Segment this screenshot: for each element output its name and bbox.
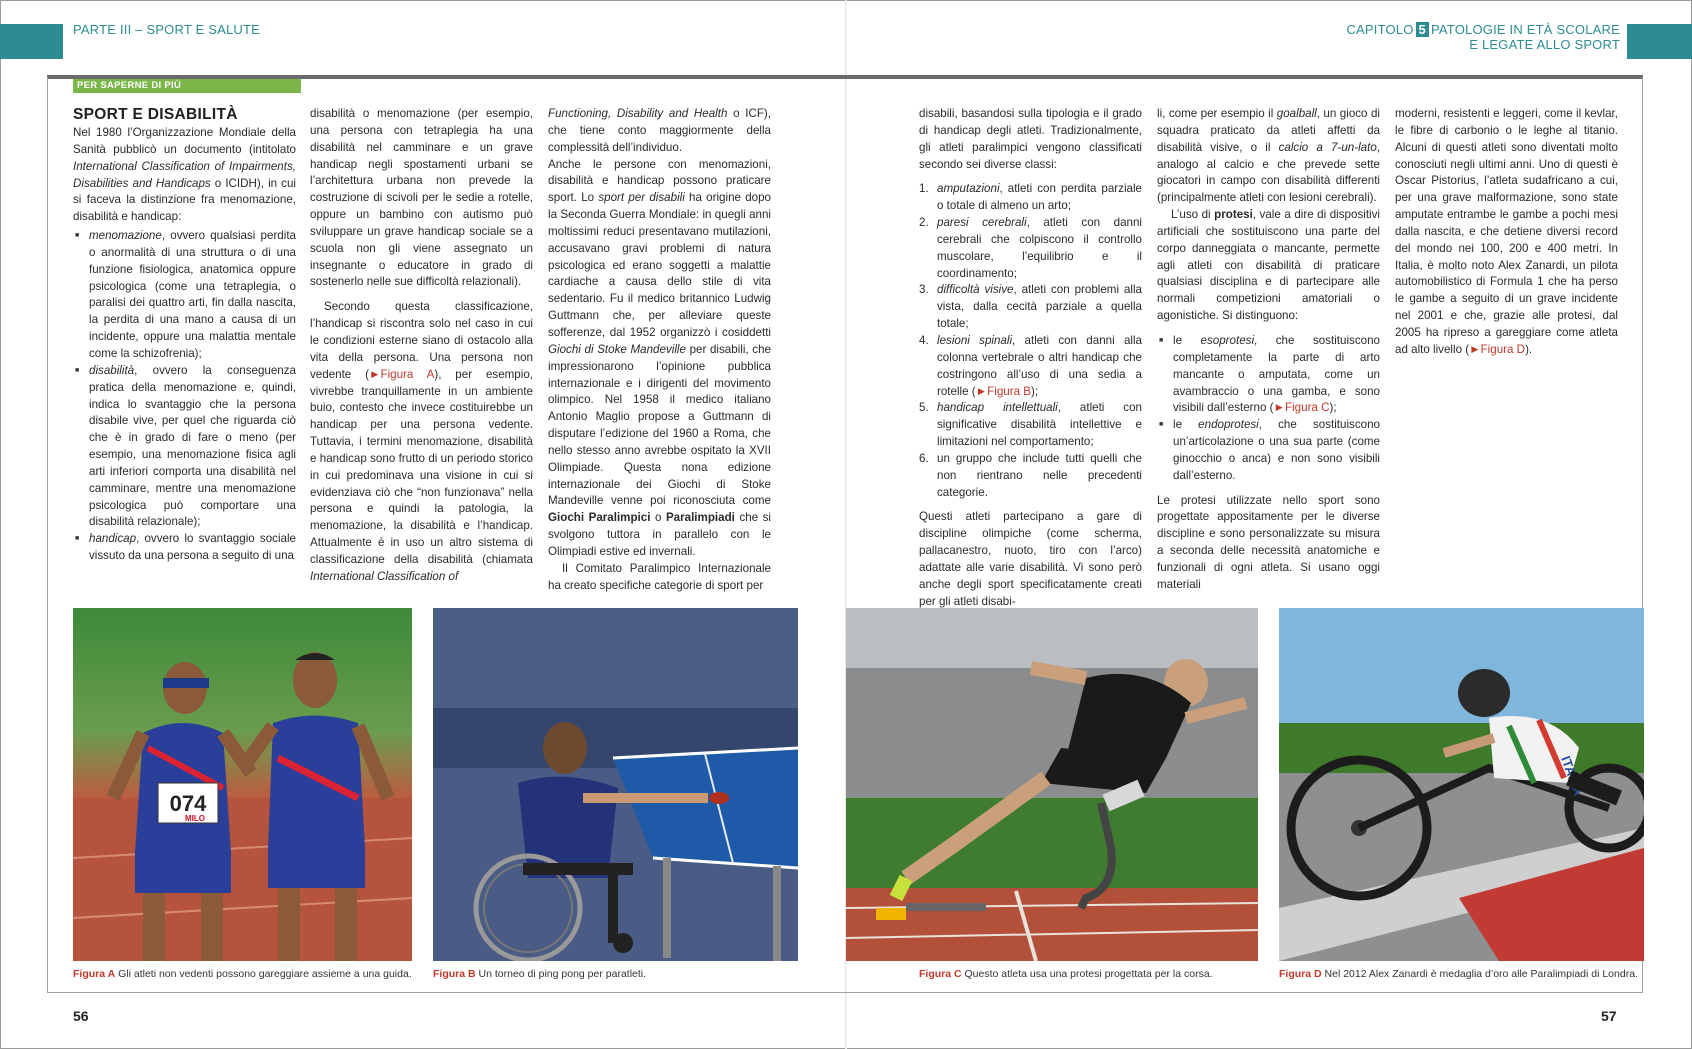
running-header-part: PARTE III – SPORT E SALUTE [73,22,261,37]
classification-list [919,181,1142,501]
text-column-5 [1157,106,1380,594]
figure-a-caption: Figura A Gli atleti non vedenti possono gareggiare assieme a una guida. [73,968,412,980]
figure-c-photo [846,608,1258,961]
figure-d-caption: Figura D Nel 2012 Alex Zanardi è medaglia d’oro alle Paralimpiadi di Londra. [1279,968,1638,980]
figure-reference[interactable]: Figura D [1480,342,1526,356]
list-item: 3. difficoltà visive, atleti con problemi alla vista, dalla cecità parziale a quella totale; [919,283,1142,331]
paragraph: moderni, resistenti e leggeri, come il kevlar, le fibre di carbonio o le leghe al titanio. Alcuni di questi atleti sono diventati molto conosciuti negli ultimi anni. Uno di questi è Oscar Pistorius, l’atleta sudafricano a cui, per una grave malformazione, sono state amputate entrambe le gambe a pochi mesi dalla nascita, e che detiene diversi record del mondo nei 100, 200 e 400 metri. In Italia, è molto noto Alex Zanardi, un pilota automobilistico di Formula 1 che ha perso le gambe a seguito di un grave incidente nel 2001 e che, grazie alle protesi, dal 2005 ha ripreso a gareggiare come atleta ad alto livello (►Figura D). [1395,107,1618,356]
list-item: ■ menomazione, ovvero qualsiasi perdita o anormalità di una struttura o di una funzione fisiologica, anatomica oppure psicologica (come una tetraplegia, o paralisi dei quattro arti, fin dalla nascita, la perdita di una mano a causa di un incidente, oppure una malattia mentale come la schizofrenia); [73,228,296,363]
text-column-3 [548,106,771,594]
text-column-1 [73,106,296,565]
article-title: SPORT E DISABILITÀ [73,106,238,123]
figure-a-bib-number: 074 [169,791,207,816]
paragraph: Functioning, Disability and Health o ICF), che tiene conto maggiormente della complessità dell’individuo. [548,107,771,154]
figure-d-photo [1279,608,1644,961]
chapter-number-badge: 5 [1416,22,1429,37]
figure-c-caption: Figura C Questo atleta usa una protesi progettata per la corsa. [919,968,1213,980]
list-item: ■ handicap, ovvero lo svantaggio sociale vissuto da una persona a seguito di una [73,531,296,565]
header-teal-tab-right [1627,24,1692,59]
paragraph: Questi atleti partecipano a gare di discipline olimpiche (come scherma, pallacanestro, nuoto, tiro con l’arco) adattate alle varie disabilità. Vi sono però anche degli sport specificatamente creati per gli atleti disabi- [919,510,1142,608]
paragraph: L’uso di protesi, vale a dire di dispositivi artificiali che sostituiscono una parte del corpo danneggiata o mancante, permette agli atleti con disabilità di praticare qualsiasi disciplina e di partecipare alle normali competizioni amatoriali o agonistiche. Si distinguono: [1157,208,1380,323]
header-teal-tab-left [0,24,63,59]
prosthesis-list [1157,333,1380,485]
feature-box-label: PER SAPERNE DI PIÙ [73,79,301,93]
text-column-4 [919,106,1142,610]
definition-list [73,228,296,565]
paragraph: Anche le persone con menomazioni, disabilità e handicap possono praticare sport. Lo sport per disabili ha origine dopo la Seconda Guerra Mondiale: in quegli anni moltissimi reduci presentavano mutilazioni, accusavano gravi problemi di natura psicologica ed erano soggetti a malattie cardiache a causa dello stile di vita sedentario. Fu il medico britannico Ludwig Guttmann che, per alleviare queste sofferenze, dal 1952 organizzò i cosiddetti Giochi di Stoke Mandeville per disabili, che impressionarono l’opinione pubblica internazionale e i dirigenti del movimento olimpico. Nel 1958 il medico italiano Antonio Maglio propose a Guttmann di disputare l’edizione del 1960 a Roma, che nello stesso anno avrebbe ospitato la XVII Olimpiade. Questa nona edizione internazionale dei Giochi di Stoke Mandeville venne poi riconosciuta come Giochi Paralimpici o Paralimpiadi che si svolgono tuttora in parallelo con le Olimpiadi estive ed invernali. [548,157,772,558]
chapter-title-line-1: PATOLOGIE IN ETÀ SCOLARE [1430,22,1620,37]
chapter-title-line-2: E LEGATE ALLO SPORT [1469,37,1620,52]
figure-reference[interactable]: Figura B [987,384,1031,398]
figure-b-caption: Figura B Un torneo di ping pong per paratleti. [433,968,647,980]
figure-a-bib-sponsor: MILO [185,814,205,823]
paragraph: li, come per esempio il goalball, un gioco di squadra praticato da atleti affetti da disabilità visive, o il calcio a 7-un-lato, analogo al calcio e che prevede sette giocatori in campo con disabilità differenti (principalmente atleti con lesioni cerebrali). [1157,107,1381,205]
paragraph: Il Comitato Paralimpico Internazionale ha creato specifiche categorie di sport per [548,561,771,592]
paragraph: disabilità o menomazione (per esempio, una persona con tetraplegia ha una disabilità nel camminare e un grave handicap negli spostamenti urbani se l’architettura urbana non prevede la costruzione di scivoli per le sedie a rotelle, oppure un bambino con autismo può sviluppare un grave handicap sociale se a scuola non gli viene assegnato un insegnante o educatore in grado di sostenerlo nelle sue difficoltà relazionali). [310,107,533,289]
list-item: ■ le esoprotesi, che sostituiscono completamente la parte di arto mancante o amputata, come un avambraccio o una gamba, e sono visibili dall’esterno (►Figura C); [1157,333,1380,417]
list-item: 4. lesioni spinali, atleti con danni alla colonna vertebrale o altri handicap che costringono all’uso di una sedia a rotelle (►Figura B); [919,333,1142,398]
list-item: 5. handicap intellettuali, atleti con significative disabilità intellettive e limitazioni nel comportamento; [919,401,1142,449]
figure-b-photo [433,608,798,961]
figure-reference[interactable]: Figura C [1285,401,1330,415]
figure-a-photo [73,608,412,961]
paragraph: Le protesi utilizzate nello sport sono progettate appositamente per le diverse discipline e sono personalizzate su misura a seconda delle necessità anatomiche e funzionali di ogni atleta. Si usano oggi materiali [1157,493,1380,591]
page-number-right: 57 [1601,1008,1617,1024]
list-item: 2. paresi cerebrali, atleti con danni cerebrali che colpiscono il controllo muscolare, l’equilibrio e il coordinamento; [919,216,1143,280]
list-item: 6. un gruppo che include tutti quelli che non rientrano nelle precedenti categorie. [919,451,1142,499]
page-number-left: 56 [73,1008,89,1024]
text-column-6 [1395,106,1618,359]
text-column-2 [310,106,533,586]
list-item: 1. amputazioni, atleti con perdita parziale o totale di almeno un arto; [919,182,1142,213]
paragraph: Secondo questa classificazione, l’handicap si riscontra solo nel caso in cui le condizioni esterne siano di ostacolo alla vita della persona. Una persona non vedente (►Figura A), per esempio, vivrebbe tranquillamente in un ambiente buio, contesto che invece costituirebbe un handicap per una persona vedente. Tuttavia, i termini menomazione, disabilità e handicap sono frutto di un periodo storico in cui predominava una visione in cui si evidenziava ciò che “non funzionava” nella persona e quindi la patologia, la menomazione, la disabilità e l’handicap. Attualmente è in uso un altro sistema di classificazione della disabilità (chiamata International Classification of [310,300,533,583]
list-item: ■ disabilità, ovvero la conseguenza pratica della menomazione e, quindi, indica lo svantaggio che la persona disabile vive, per quel che riguarda ciò che è in grado di fare o meno (per esempio, una menomazione fisica agli arti inferiori comporta una disabilità nel camminare, mentre una menomazione psicologica può comportare una disabilità relazionale); [73,363,296,531]
paragraph: disabili, basandosi sulla tipologia e il grado di handicap degli atleti. Tradizionalmente, gli atleti paralimpici vengono classificati secondo sei diverse classi: [919,107,1142,171]
figure-reference[interactable]: Figura A [380,367,435,381]
list-item: ■ le endoprotesi, che sostituiscono un’articolazione o una sua parte (come ginocchio o anca) e non sono visibili dall’esterno. [1157,417,1380,484]
chapter-label: CAPITOLO [1346,22,1414,37]
paragraph: Nel 1980 l’Organizzazione Mondiale della Sanità pubblicò un documento (intitolato International Classification of Impairments, Disabilities and Handicaps o ICIDH), in cui si faceva la distinzione fra menomazione, disabilità e handicap: [73,126,296,224]
running-header-chapter [1346,22,1620,52]
